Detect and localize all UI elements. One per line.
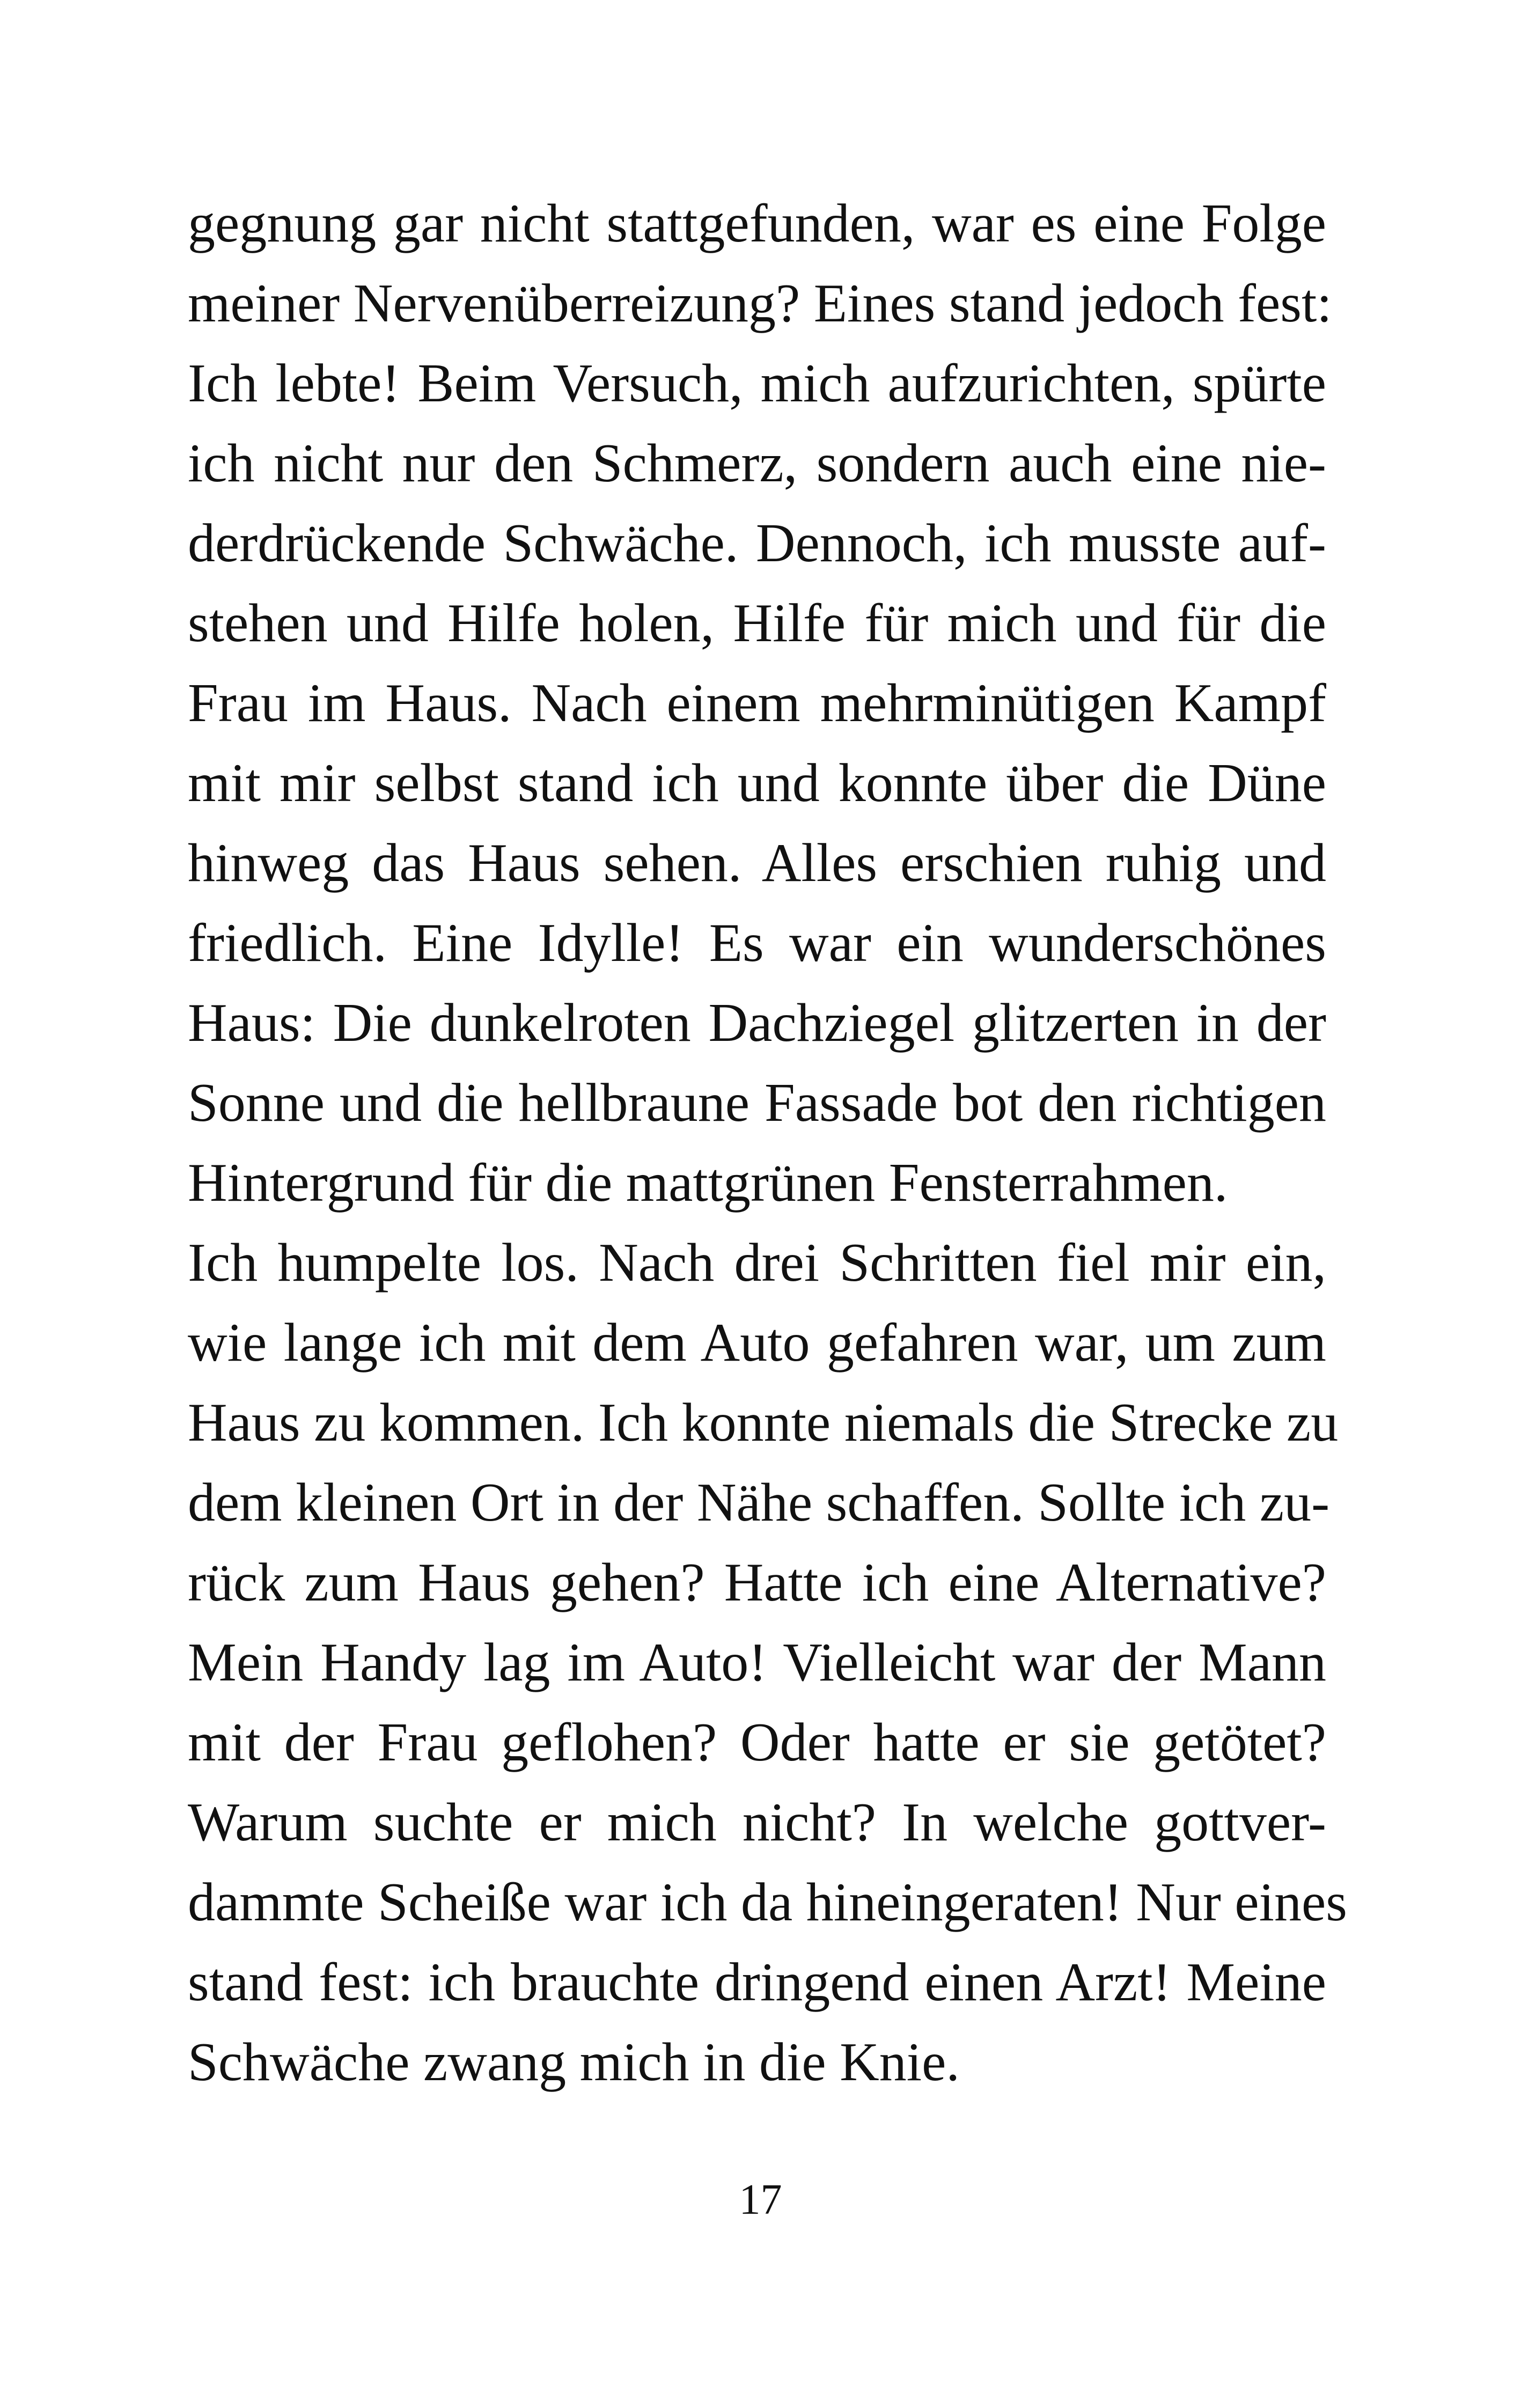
page-number: 17 [739,2176,782,2223]
text-line: Mein Handy lag im Auto! Vielleicht war der Mann [188,1632,1326,1693]
text-line: Frau im Haus. Nach einem mehrminütigen Kampf [188,673,1326,733]
text-line: friedlich. Eine Idylle! Es war ein wunderschönes [188,913,1326,973]
text-line: mit mir selbst stand ich und konnte über die Düne [188,753,1326,813]
text-line: ich nicht nur den Schmerz, sondern auch eine nie- [188,433,1326,494]
text-line: Warum suchte er mich nicht? In welche gottver- [188,1792,1326,1853]
paragraph-end-line: Schwäche zwang mich in die Knie. [188,2032,960,2093]
body-text [188,183,1347,2102]
text-line: meiner Nervenüberreizung? Eines stand jedoch fest: [188,273,1332,334]
text-line: Ich lebte! Beim Versuch, mich aufzurichten, spürte [188,353,1326,414]
text-line: mit der Frau geflohen? Oder hatte er sie getötet? [188,1712,1326,1773]
text-line: rück zum Haus gehen? Hatte ich eine Alternative? [188,1552,1326,1613]
text-line: Haus zu kommen. Ich konnte niemals die Strecke zu [188,1392,1339,1453]
paragraph-end-line: Hintergrund für die mattgrünen Fensterrahmen. [188,1152,1228,1213]
text-line: dammte Scheiße war ich da hineingeraten! Nur eines [188,1872,1347,1933]
text-line: hinweg das Haus sehen. Alles erschien ruhig und [188,833,1326,893]
text-line: derdrückende Schwäche. Dennoch, ich musste auf- [188,513,1326,574]
text-line: Ich humpelte los. Nach drei Schritten fiel mir ein, [188,1232,1326,1293]
text-line: dem kleinen Ort in der Nähe schaffen. Sollte ich zu- [188,1472,1330,1533]
text-line: Haus: Die dunkelroten Dachziegel glitzerten in der [188,993,1326,1053]
text-line: stand fest: ich brauchte dringend einen Arzt! Meine [188,1952,1326,2013]
text-line: gegnung gar nicht stattgefunden, war es eine Folge [188,193,1326,254]
text-line: Sonne und die hellbraune Fassade bot den richtigen [188,1073,1326,1133]
text-line: stehen und Hilfe holen, Hilfe für mich und für die [188,593,1326,654]
text-line: wie lange ich mit dem Auto gefahren war, um zum [188,1312,1326,1373]
